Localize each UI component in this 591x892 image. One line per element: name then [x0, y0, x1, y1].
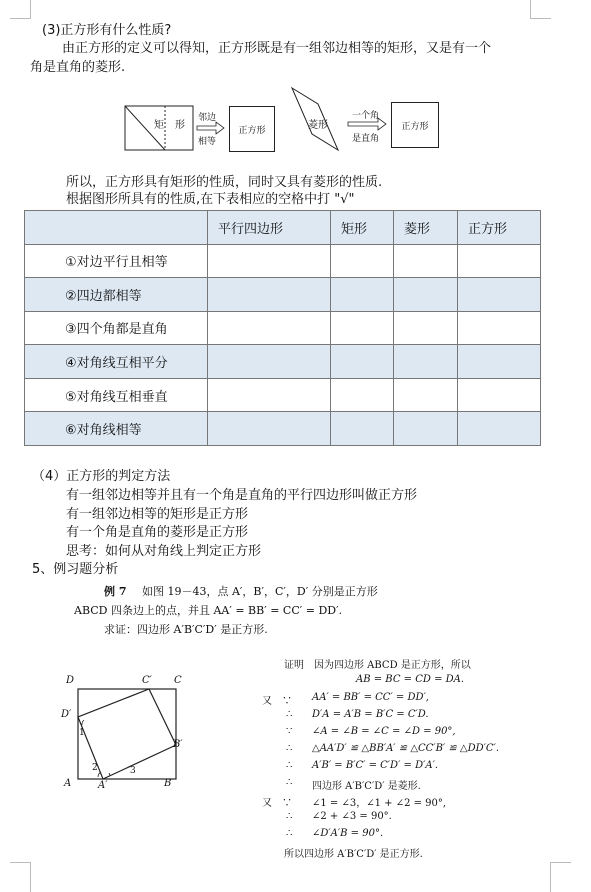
proof-line1: 证明 因为四边形 ABCD 是正方形，所以: [284, 660, 471, 671]
property-diagram: [120, 86, 450, 156]
check-cell[interactable]: [331, 278, 394, 312]
square-box-2: 正方形: [391, 102, 439, 148]
table-header-cell: 平行四边形: [208, 211, 331, 245]
row-label: ⑥对角线相等: [25, 412, 208, 446]
proof-line8-prefix: ∴: [286, 777, 293, 788]
check-cell[interactable]: [208, 378, 331, 412]
proof-line7-prefix: ∴: [286, 760, 293, 771]
square-box-1: 正方形: [229, 106, 275, 152]
corner-mark-bottom-left: [10, 862, 31, 892]
check-cell[interactable]: [458, 244, 541, 278]
vertex-C: C: [174, 675, 182, 686]
section4-heading: （4）正方形的判定方法: [32, 469, 171, 484]
example-title: 例 7: [104, 585, 127, 598]
table-row: [25, 378, 541, 412]
corner-mark-top-right: [530, 0, 551, 19]
check-cell[interactable]: [458, 378, 541, 412]
proof-line7: A′B′ = B′C′ = C′D′ = D′A′.: [312, 760, 439, 771]
arrow1-bottom-label: 相等: [198, 137, 217, 147]
table-header-cell: [25, 211, 208, 245]
proof-line8: 四边形 A′B′C′D′ 是菱形.: [312, 781, 421, 792]
check-cell[interactable]: [208, 311, 331, 345]
rhombus-label: 菱形: [308, 120, 328, 131]
row-label: ①对边平行且相等: [25, 244, 208, 278]
proof-line4-prefix: ∴: [286, 709, 293, 720]
section3-heading: (3)正方形有什么性质?: [42, 23, 172, 38]
section5-heading: 5、例习题分析: [32, 562, 119, 577]
proof-line5-prefix: ∵: [286, 726, 293, 737]
check-cell[interactable]: [331, 412, 394, 446]
angle-3-label: 3: [130, 766, 136, 776]
vertex-D-prime: D′: [61, 709, 72, 720]
example-line1: 如图 19－43，点 A′，B′，C′，D′ 分别是正方形: [142, 585, 378, 598]
section4-line4: 思考：如何从对角线上判定正方形: [66, 544, 262, 559]
check-cell[interactable]: [208, 345, 331, 379]
vertex-A: A: [64, 778, 72, 789]
example-line2: ABCD 四条边上的点，并且 AA′ = BB′ = CC′ = DD′.: [74, 604, 343, 617]
section3-para-line1: 由正方形的定义可以得知，正方形既是有一组邻边相等的矩形，又是有一个: [62, 41, 492, 56]
arrow1-top-label: 邻边: [198, 113, 217, 123]
proof-line3-prefix: 又 ∵: [262, 696, 292, 707]
table-header-row: [25, 211, 541, 245]
after-diagram-line2: 根据图形所具有的性质,在下表相应的空格中打 "√": [66, 192, 355, 207]
check-cell[interactable]: [208, 278, 331, 312]
section3-para-line2: 角是直角的菱形.: [30, 60, 126, 75]
check-cell[interactable]: [208, 244, 331, 278]
proof-line6: △AA′D′ ≌ △BB′A′ ≌ △CC′B′ ≌ △DD′C′.: [312, 743, 500, 754]
table-row: [25, 244, 541, 278]
rect-label-1: 矩: [154, 120, 164, 131]
table-header-cell: 矩形: [331, 211, 394, 245]
corner-mark-bottom-right: [550, 862, 571, 892]
table-header-cell: 菱形: [394, 211, 458, 245]
rect-label-2: 形: [175, 120, 185, 131]
check-cell[interactable]: [394, 378, 458, 412]
vertex-D: D: [66, 675, 75, 686]
check-cell[interactable]: [331, 378, 394, 412]
proof-line10: ∠2 + ∠3 = 90°.: [312, 811, 392, 822]
vertex-B: B: [164, 778, 172, 789]
check-cell[interactable]: [394, 311, 458, 345]
check-cell[interactable]: [394, 345, 458, 379]
check-cell[interactable]: [458, 311, 541, 345]
example-line3: 求证：四边形 A′B′C′D′ 是正方形.: [104, 623, 268, 636]
proof-line4: D′A = A′B = B′C = C′D.: [312, 709, 429, 720]
proof-line5: ∠A = ∠B = ∠C = ∠D = 90°,: [312, 726, 456, 737]
row-label: ②四边都相等: [25, 278, 208, 312]
section4-line2: 有一组邻边相等的矩形是正方形: [66, 507, 249, 522]
check-cell[interactable]: [458, 412, 541, 446]
vertex-A-prime: A′: [98, 780, 108, 791]
row-label: ⑤对角线互相垂直: [25, 378, 208, 412]
square-figure: [58, 672, 198, 797]
check-cell[interactable]: [458, 345, 541, 379]
proof-line9-prefix: 又 ∵: [262, 798, 292, 809]
check-cell[interactable]: [394, 412, 458, 446]
angle-1-label: 1: [79, 728, 85, 738]
table-header-cell: 正方形: [458, 211, 541, 245]
proof-line2: AB = BC = CD = DA.: [356, 674, 465, 685]
proof-line12: 所以四边形 A′B′C′D′ 是正方形.: [284, 849, 423, 860]
table-row: [25, 311, 541, 345]
angle-2-label: 2: [92, 763, 98, 773]
table-row: [25, 412, 541, 446]
property-table: [24, 210, 541, 446]
proof-line10-prefix: ∴: [286, 811, 293, 822]
check-cell[interactable]: [331, 311, 394, 345]
arrow2-top-label: 一个角: [352, 111, 380, 121]
table-row: [25, 345, 541, 379]
after-diagram-line1: 所以，正方形具有矩形的性质，同时又具有菱形的性质.: [66, 175, 383, 190]
check-cell[interactable]: [394, 244, 458, 278]
corner-mark-top-left: [10, 0, 31, 19]
proof-line11: ∠D′A′B = 90°.: [312, 828, 384, 839]
vertex-C-prime: C′: [142, 675, 152, 686]
row-label: ③四个角都是直角: [25, 311, 208, 345]
section4-line1: 有一组邻边相等并且有一个角是直角的平行四边形叫做正方形: [66, 488, 418, 503]
table-row: [25, 278, 541, 312]
proof-line3: AA′ = BB′ = CC′ = DD′,: [312, 692, 429, 703]
check-cell[interactable]: [331, 345, 394, 379]
section4-line3: 有一个角是直角的菱形是正方形: [66, 525, 249, 540]
check-cell[interactable]: [458, 278, 541, 312]
proof-line9: ∠1 = ∠3，∠1 + ∠2 = 90°,: [312, 798, 447, 809]
vertex-B-prime: B′: [173, 739, 183, 750]
check-cell[interactable]: [394, 278, 458, 312]
check-cell[interactable]: [331, 244, 394, 278]
proof-line6-prefix: ∴: [286, 743, 293, 754]
row-label: ④对角线互相平分: [25, 345, 208, 379]
arrow2-bottom-label: 是直角: [352, 134, 380, 144]
check-cell[interactable]: [208, 412, 331, 446]
proof-line11-prefix: ∴: [286, 828, 293, 839]
